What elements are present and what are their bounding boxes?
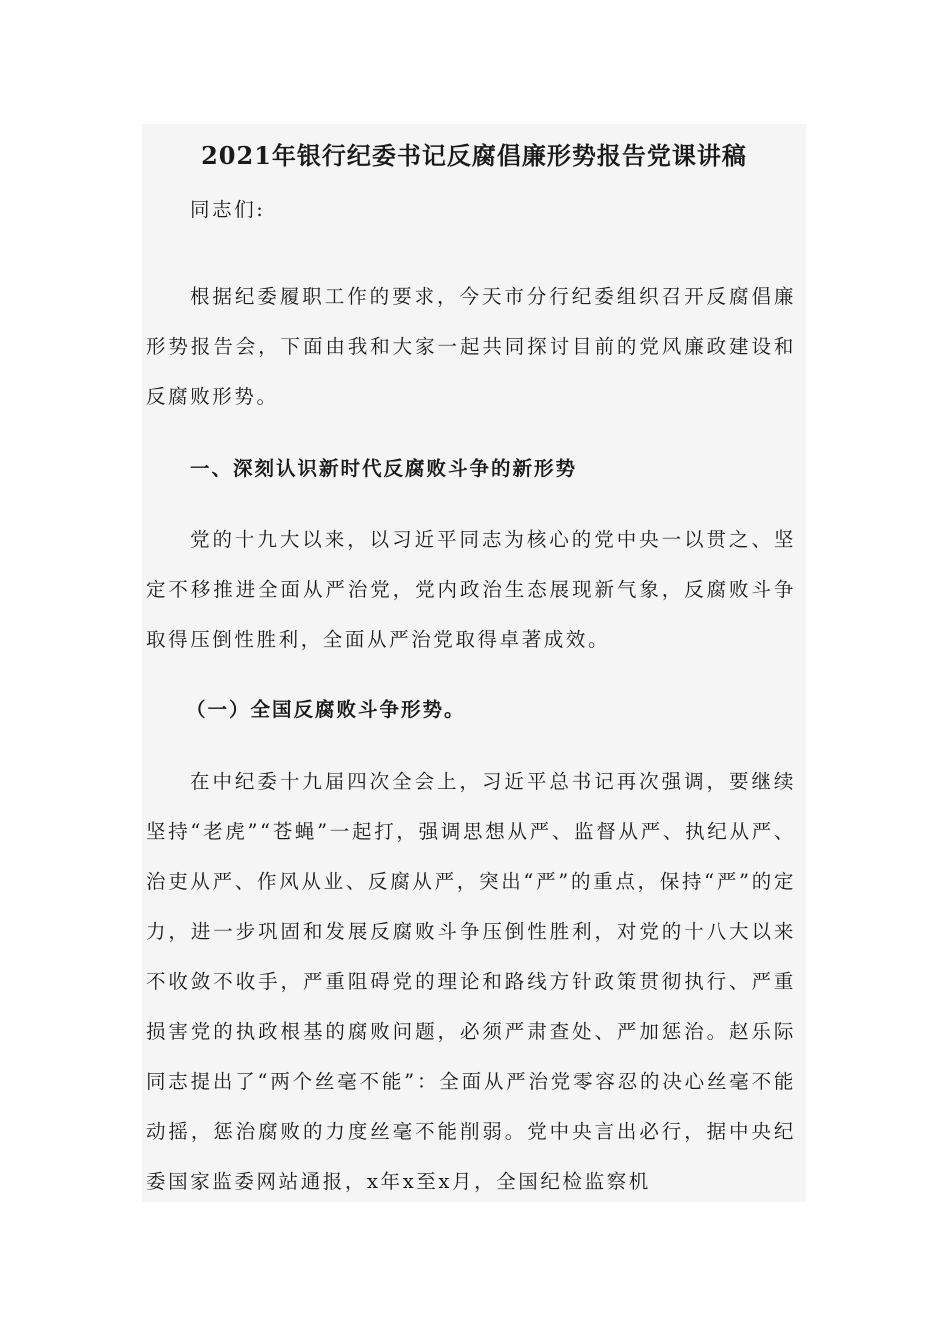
section-1-paragraph: 党的十九大以来，以习近平同志为核心的党中央一以贯之、坚定不移推进全面从严治党，党内政治生态展现新气象，反腐败斗争取得压倒性胜利，全面从严治党取得卓著成效。 <box>146 528 796 651</box>
section-heading-1: 一、深刻认识新时代反腐败斗争的新形势 <box>190 457 578 480</box>
intro-paragraph: 根据纪委履职工作的要求，今天市分行纪委组织召开反腐倡廉形势报告会，下面由我和大家一起共同探讨目前的党风廉政建设和反腐败形势。 <box>146 285 796 408</box>
subsection-heading-1: （一）全国反腐败斗争形势。 <box>186 698 466 721</box>
document-page <box>142 124 806 1202</box>
salutation: 同志们: <box>190 198 266 221</box>
document-title: 2021年银行纪委书记反腐倡廉形势报告党课讲稿 <box>201 141 747 170</box>
subsection-1-paragraph: 在中纪委十九届四次全会上，习近平总书记再次强调，要继续坚持“老虎”“苍蝇”一起打，强调思想从严、监督从严、执纪从严、治吏从严、作风从业、反腐从严，突出“严”的重点，保持“严”的定力，进一步巩固和发展反腐败斗争压倒性胜利，对党的十八大以来不收敛不收手，严重阻碍党的理论和路线方针政策贯彻执行、严重损害党的执政根基的腐败问题，必须严肃查处、严加惩治。赵乐际同志提出了“两个丝毫不能”：全面从严治党零容忍的决心丝毫不能动摇，惩治腐败的力度丝毫不能削弱。党中央言出必行，据中央纪委国家监委网站通报，x年x至x月，全国纪检监察机 <box>146 770 796 1193</box>
